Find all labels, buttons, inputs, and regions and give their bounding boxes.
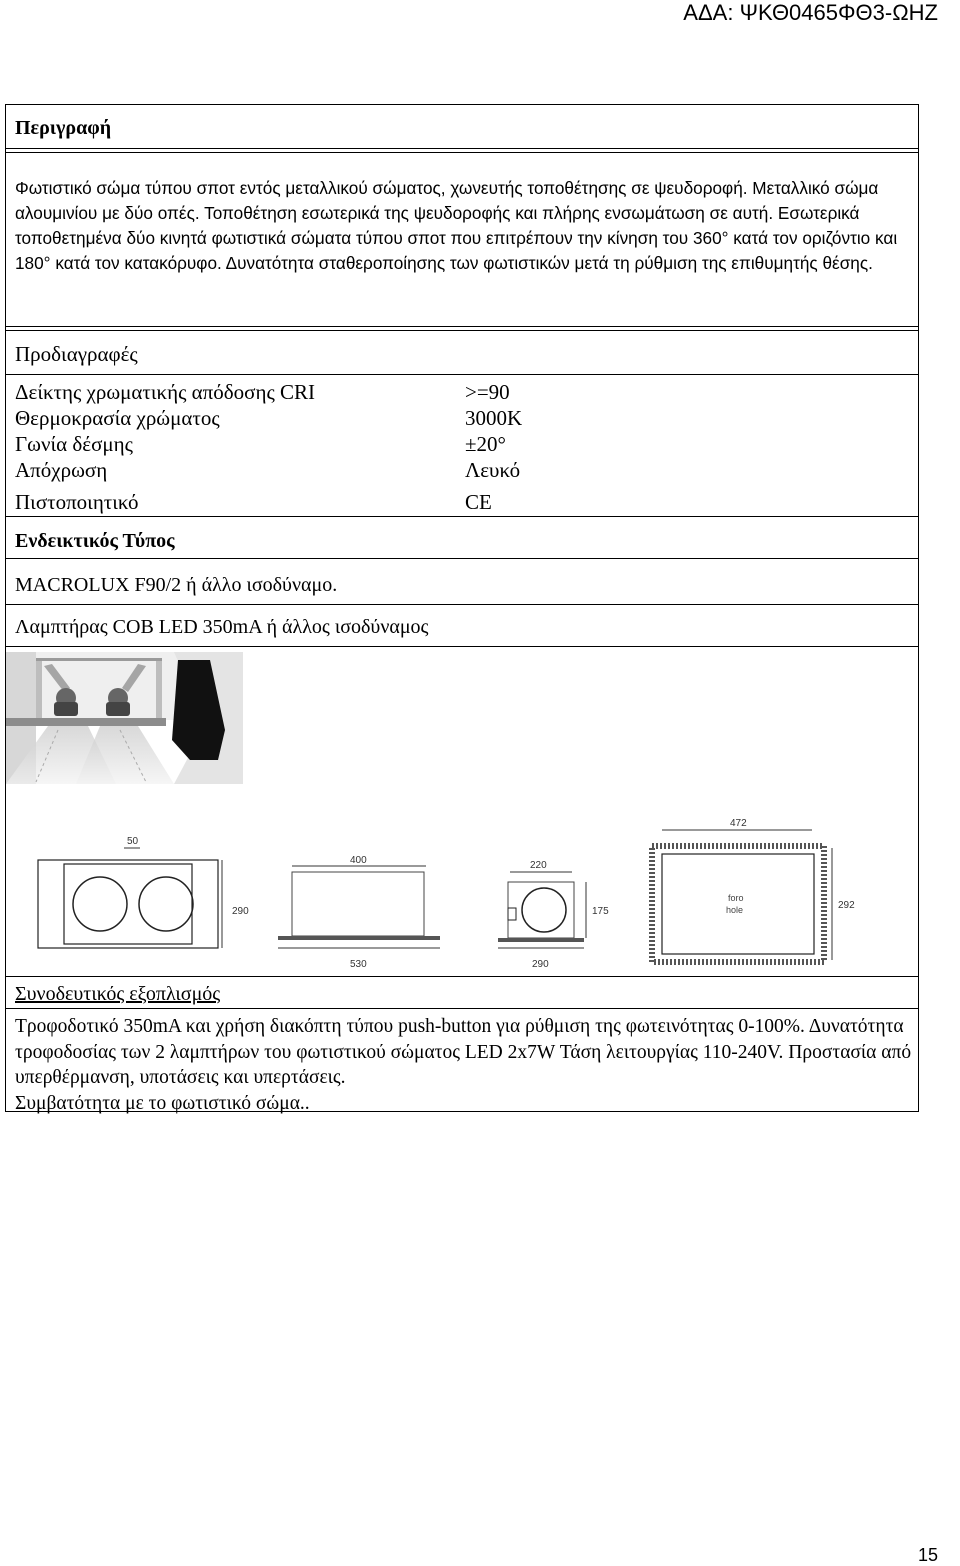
accessories-heading: Συνοδευτικός εξοπλισμός <box>15 983 221 1005</box>
specs-heading: Προδιαγραφές <box>15 342 138 366</box>
accessories-line-1: Τροφοδοτικό 350mA και χρήση διακόπτη τύπου push-button για ρύθμιση της φωτεινότητας 0-100%. Δυνατότητα τροφοδοσίας των 2 λαμπτήρων του φωτιστικού σώματος LED 2x7W Τάση λειτουργίας 110-240V. Προστασία από υπερθέρμανση, υποτάσεις και υπερτάσεις. <box>15 1016 912 1088</box>
spec-label: Πιστοποιητικό <box>15 490 139 514</box>
rule-after-drawings <box>6 976 918 977</box>
indicative-type-heading: Ενδεικτικός Τύπος <box>15 530 175 552</box>
technical-drawings <box>6 808 918 974</box>
dim-label: 290 <box>232 906 249 917</box>
spec-value: 3000K <box>465 406 523 430</box>
spec-label: Απόχρωση <box>15 458 108 482</box>
spec-value: ±20° <box>465 432 506 456</box>
rule-after-indicative-heading <box>6 558 918 559</box>
rule-after-specs <box>6 516 918 517</box>
accessories-text <box>15 1014 913 1116</box>
dim-label: 220 <box>530 860 547 871</box>
product-photo-shadow <box>170 660 225 760</box>
drawing-front-view <box>38 848 222 948</box>
dim-label: 472 <box>730 818 747 829</box>
rule-after-description-heading <box>6 148 918 153</box>
rule-after-lamp <box>6 646 918 647</box>
dim-label: 400 <box>350 855 367 866</box>
cutout-label: hole <box>726 905 744 915</box>
dim-label: 50 <box>127 836 139 847</box>
description-text: Φωτιστικό σώμα τύπου σποτ εντός μεταλλικού σώματος, χωνευτής τοποθέτησης σε ψευδοροφή. Μεταλλικό σώμα αλουμινίου με δύο οπές. Τοποθέτηση εσωτερικά της ψευδοροφής και πλήρης ενσωμάτωση σε αυτή. Εσωτερικά τοποθετημένα δύο κινητά φωτιστικά σώματα τύπου σποτ που επιτρέπουν την κίνηση του 360° κατά τον οριζόντιο και 180° κατά τον κατακόρυφο. Δυνατότητα σταθεροποίησης των φωτιστικών μετά τη ρύθμιση της επιθυμητής θέσης. <box>15 178 898 273</box>
dim-label: 290 <box>532 959 549 970</box>
accessories-line-2: Συμβατότητα με το φωτιστικό σώμα.. <box>15 1092 310 1114</box>
indicative-lamp: Λαμπτήρας COB LED 350mA ή άλλος ισοδύναμος <box>15 616 429 638</box>
spec-label: Δείκτης χρωματικής απόδοσης CRI <box>15 380 316 404</box>
dim-label: 530 <box>350 959 367 970</box>
spec-label: Γωνία δέσμης <box>15 432 133 456</box>
spec-value: CE <box>465 490 492 514</box>
page-number: 15 <box>917 1545 938 1565</box>
dim-label: 292 <box>838 900 855 911</box>
drawing-end-view <box>498 872 586 948</box>
spec-value: Λευκό <box>465 458 521 482</box>
spec-value: >=90 <box>465 380 510 404</box>
spec-label: Θερμοκρασία χρώματος <box>15 406 220 430</box>
cutout-label: foro <box>728 893 744 903</box>
indicative-model: MACROLUX F90/2 ή άλλο ισοδύναμο. <box>15 574 338 596</box>
dim-label: 175 <box>592 906 609 917</box>
rule-after-specs-heading <box>6 374 918 375</box>
rule-after-description <box>6 326 918 331</box>
document-ada-code: ΑΔΑ: ΨΚΘ0465ΦΘ3-ΩΗΖ <box>683 0 938 25</box>
rule-after-accessories-heading <box>6 1008 918 1009</box>
description-heading: Περιγραφή <box>15 117 112 139</box>
drawing-side-view <box>278 866 440 948</box>
rule-after-model <box>6 604 918 605</box>
